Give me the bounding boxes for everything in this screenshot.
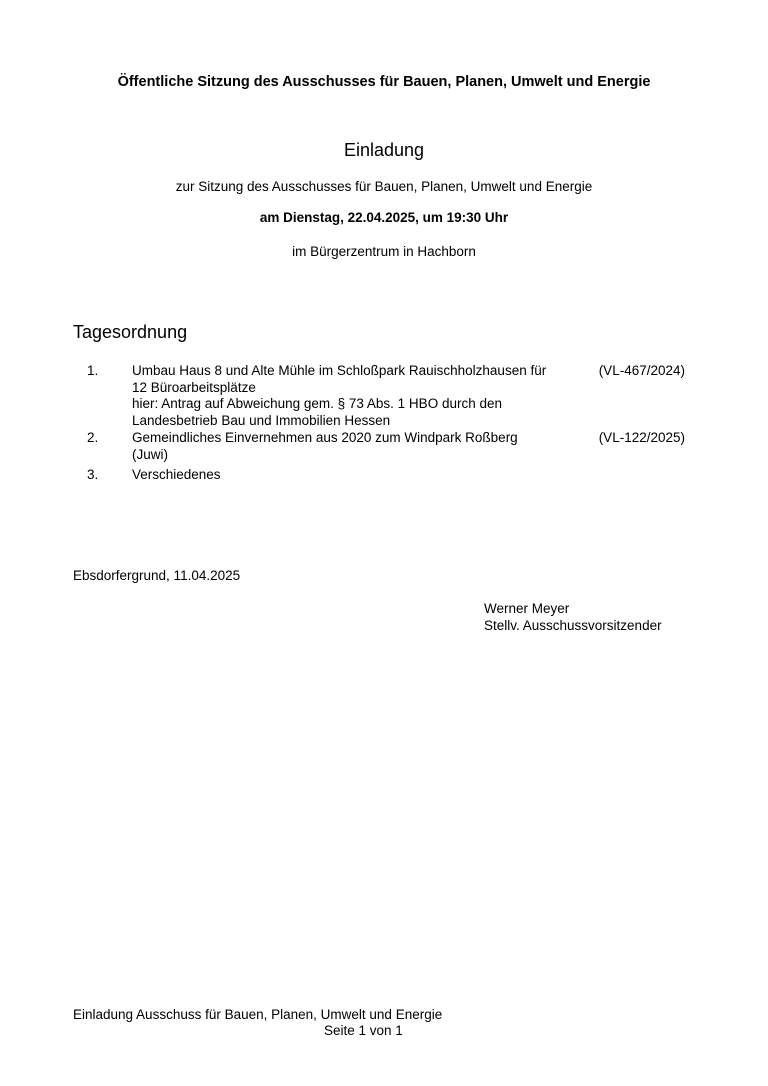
meeting-location: im Bürgerzentrum in Hachborn bbox=[292, 244, 476, 259]
signature-block bbox=[484, 601, 662, 634]
invitation-title: Einladung bbox=[343, 140, 425, 160]
agenda-item-reference: (VL-467/2024) bbox=[598, 363, 685, 378]
agenda-item-line: 12 Büroarbeitsplätze bbox=[132, 379, 256, 395]
agenda-item-line: (Juwi) bbox=[132, 446, 168, 462]
agenda-item-reference: (VL-122/2025) bbox=[598, 430, 685, 445]
agenda-item-text bbox=[132, 467, 582, 484]
place-and-date: Ebsdorfergrund, 11.04.2025 bbox=[73, 568, 241, 583]
agenda-heading: Tagesordnung bbox=[73, 322, 188, 342]
document-header-title: Öffentliche Sitzung des Ausschusses für Bauen, Planen, Umwelt und Energie bbox=[117, 74, 651, 90]
agenda-item-text bbox=[132, 430, 582, 463]
page-number: Seite 1 von 1 bbox=[324, 1023, 403, 1038]
signatory-role: Stellv. Ausschussvorsitzender bbox=[484, 617, 662, 633]
agenda-item-line: Umbau Haus 8 und Alte Mühle im Schloßpark Rauischholzhausen für bbox=[132, 363, 547, 378]
agenda-item-line: hier: Antrag auf Abweichung gem. § 73 Abs. 1 HBO durch den bbox=[132, 396, 502, 411]
agenda-item-line: Verschiedenes bbox=[132, 467, 221, 482]
invitation-subtitle: zur Sitzung des Ausschusses für Bauen, Planen, Umwelt und Energie bbox=[175, 179, 593, 194]
agenda-item-number: 2. bbox=[87, 430, 99, 445]
signatory-name: Werner Meyer bbox=[484, 601, 570, 616]
footer-title: Einladung Ausschuss für Bauen, Planen, Umwelt und Energie bbox=[73, 1007, 443, 1022]
meeting-date-time: am Dienstag, 22.04.2025, um 19:30 Uhr bbox=[259, 210, 509, 225]
agenda-item bbox=[73, 363, 693, 433]
agenda-item bbox=[73, 430, 693, 466]
agenda-item-line: Landesbetrieb Bau und Immobilien Hessen bbox=[132, 412, 391, 428]
agenda-item bbox=[73, 467, 693, 485]
agenda-item-number: 1. bbox=[87, 363, 99, 378]
agenda-item-number: 3. bbox=[87, 467, 99, 482]
agenda-item-text bbox=[132, 363, 582, 429]
agenda-item-line: Gemeindliches Einvernehmen aus 2020 zum Windpark Roßberg bbox=[132, 430, 518, 445]
